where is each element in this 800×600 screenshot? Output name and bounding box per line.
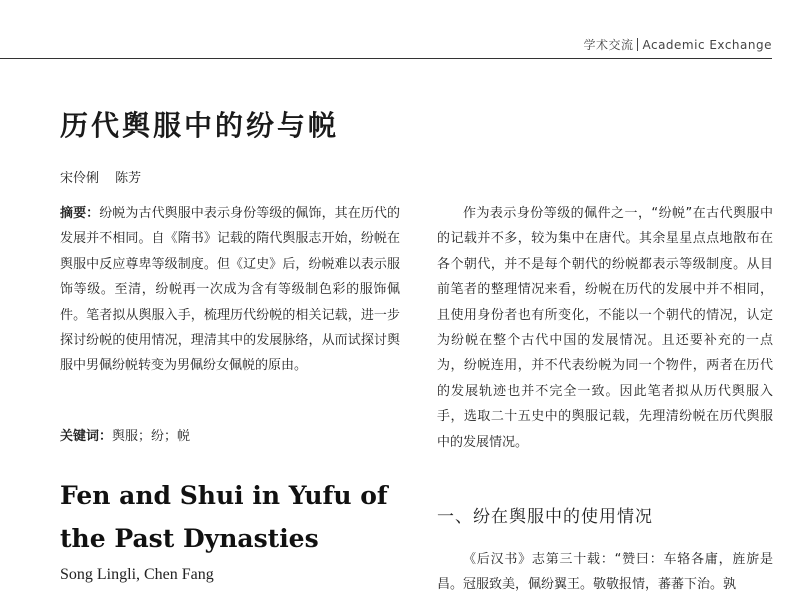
author-name: 宋伶俐 — [60, 171, 100, 186]
keywords-label: 关键词： — [60, 429, 113, 444]
authors-en: Song Lingli, Chen Fang — [60, 566, 214, 583]
header-section-cn: 学术交流 — [583, 38, 634, 52]
author-name: 陈芳 — [115, 171, 142, 186]
abstract-text: 纷帨为古代舆服中表示身份等级的佩饰，其在历代的发展并不相同。自《隋书》记载的隋代舆服志开始，纷帨在舆服中反应尊卑等级制度。但《辽史》后，纷帨难以表示服饰等级。至清，纷帨再一次成为含有等级制色彩的服饰佩件。笔者拟从舆服入手，梳理历代纷帨的相关记载，进一步探讨纷帨的使用情况，理清其中的发展脉络，从而试探讨舆服中男佩纷帨转变为男佩纷女佩帨的原由。 — [60, 206, 400, 374]
authors-cn — [60, 167, 141, 186]
body-paragraph: 《后汉书》志第三十载：“赞曰：车辂各庸，旌旂是昌。冠服致美，佩纷翼王。敬敬报情，蕃蕃下治。孰 — [437, 552, 773, 593]
keywords-text: 舆服；纷；帨 — [112, 429, 191, 444]
abstract — [60, 201, 400, 379]
article-title-cn: 历代舆服中的纷与帨 — [60, 109, 340, 142]
keywords — [60, 425, 190, 444]
header-divider — [637, 38, 638, 51]
page-header — [0, 36, 772, 59]
body-paragraph: 作为表示身份等级的佩件之一，“纷帨”在古代舆服中的记载并不多，较为集中在唐代。其余星星点点地散布在各个朝代，并不是每个朝代的纷帨都表示等级制度。从目前笔者的整理情况来看，纷帨在历代的发展中并不相同，且使用身份者也有所变化，不能以一个朝代的情况，认定为纷帨在整个古代中国的发展情况。且还要补充的一点为，纷帨连用，并不代表纷帨为同一个物件，两者在历代的发展轨迹也并不完全一致。因此笔者拟从历代舆服入手，选取二十五史中的舆服记载，先理清纷帨在历代舆服中的发展情况。 — [437, 206, 773, 450]
abstract-label: 摘要： — [60, 206, 100, 221]
running-header — [583, 36, 772, 53]
section-heading: 一、纷在舆服中的使用情况 — [437, 507, 653, 527]
header-section-en: Academic Exchange — [642, 38, 772, 52]
article-title-en: Fen and Shui in Yufu of the Past Dynasties — [60, 481, 388, 553]
